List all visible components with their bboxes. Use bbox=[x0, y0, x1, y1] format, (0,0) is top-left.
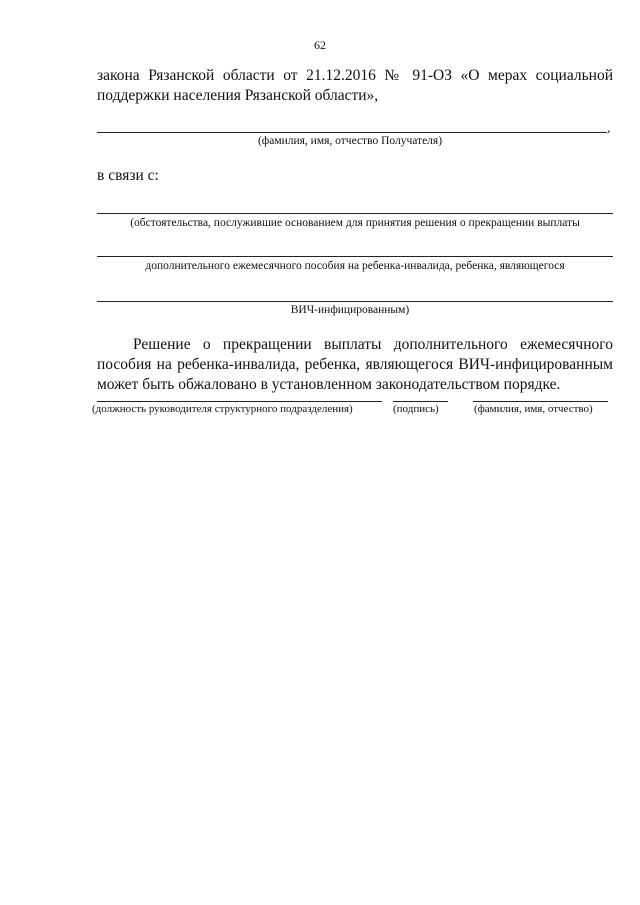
reason-caption-3: ВИЧ-инфицированным) bbox=[290, 304, 410, 316]
appeal-line-3: может быть обжаловано в установленном законодательством порядке. bbox=[97, 376, 561, 393]
recipient-name-line bbox=[97, 132, 607, 133]
position-caption: (должность руководителя структурного подразделения) bbox=[92, 403, 353, 415]
page-number: 62 bbox=[314, 38, 326, 52]
appeal-line-2: пособия на ребенка-инвалида, ребенка, являющегося ВИЧ-инфицированным bbox=[97, 356, 613, 373]
recipient-caption: (фамилия, имя, отчество Получателя) bbox=[257, 135, 443, 147]
name-caption: (фамилия, имя, отчество) bbox=[474, 403, 593, 415]
reason-caption-2: дополнительного ежемесячного пособия на ребенка-инвалида, ребенка, являющегося bbox=[145, 260, 565, 272]
intro-line-2: поддержки населения Рязанской области», bbox=[97, 87, 379, 104]
recipient-line-comma: , bbox=[607, 120, 611, 135]
reason-label: в связи с: bbox=[97, 167, 159, 184]
position-line bbox=[97, 401, 382, 402]
reason-caption-1: (обстоятельства, послужившие основанием для принятия решения о прекращении выплаты bbox=[130, 217, 580, 229]
name-line bbox=[473, 401, 608, 402]
reason-line-3 bbox=[97, 301, 613, 302]
reason-line-1 bbox=[97, 213, 613, 214]
intro-line-1: закона Рязанской области от 21.12.2016 № 91-ОЗ «О мерах социальной bbox=[97, 67, 613, 84]
signature-caption: (подпись) bbox=[393, 403, 439, 415]
reason-line-2 bbox=[97, 256, 613, 257]
signature-line bbox=[393, 401, 448, 402]
appeal-line-1: Решение о прекращении выплаты дополнительного ежемесячного bbox=[133, 336, 613, 353]
